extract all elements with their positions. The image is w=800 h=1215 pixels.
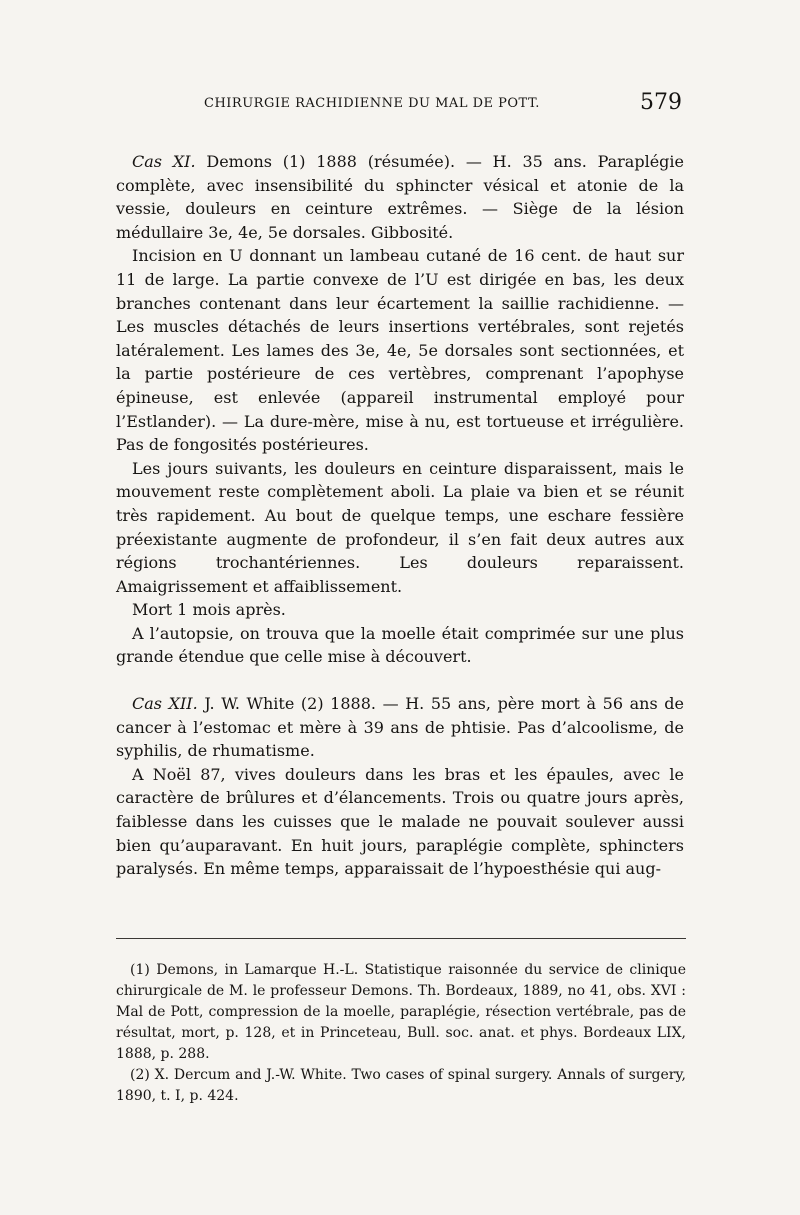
case-xii-label: Cas XII.	[132, 694, 198, 714]
case-xii-history-paragraph: A Noël 87, vives douleurs dans les bras et les épaules, avec le caractère de brûlures et d’élancements. Trois ou quatre jours après, faiblesse dans les cuisses que le malade ne pouvait soulever aussi bien qu’auparavant. En huit jours, paraplégie complète, sphincters paralysés. En même temps, apparaissait de l’hypoesthésie qui aug-	[116, 764, 684, 879]
footnotes	[116, 960, 686, 1107]
case-xi-followup-paragraph: Les jours suivants, les douleurs en ceinture disparaissent, mais le mouvement reste complètement aboli. La plaie va bien et se réunit très rapidement. Au bout de quelque temps, une eschare fessière préexistante augmente de profondeur, il s’en fait deux autres aux régions trochantériennes. Les douleurs reparaissent. Amaigrissement et affaiblissement.	[116, 458, 684, 596]
case-xi-operation-paragraph: Incision en U donnant un lambeau cutané de 16 cent. de haut sur 11 de large. La partie convexe de l’U est dirigée en bas, les deux branches contenant dans leur écartement la saillie rachidienne. — Les muscles détachés de leurs insertions vertébrales, sont rejetés latéralement. Les lames des 3e, 4e, 5e dorsales sont sectionnées, et la partie postérieure de ces vertèbres, comprenant l’apophyse épineuse, est enlevée (appareil instrumental employé pour l’Estlander). — La dure-mère, mise à nu, est tortueuse et irrégulière. Pas de fongosités postérieures.	[116, 246, 684, 455]
page-header	[204, 90, 682, 120]
case-xi-death-paragraph: Mort 1 mois après.	[132, 600, 286, 620]
section-gap	[116, 669, 684, 692]
case-xi-intro-paragraph	[116, 150, 684, 244]
main-text	[116, 150, 684, 881]
case-xii-intro: J. W. White (2) 1888. — H. 55 ans, père mort à 56 ans de cancer à l’estomac et mère à 39 ans de phtisie. Pas d’alcoolisme, de syphilis, de rhumatisme.	[116, 694, 684, 761]
footnote-1: (1) Demons, in Lamarque H.-L. Statistique raisonnée du service de clinique chirurgicale de M. le professeur Demons. Th. Bordeaux, 1889, no 41, obs. XVI : Mal de Pott, compression de la moelle, paraplégie, résection vertébrale, pas de résultat, mort, p. 128, et in Princeteau, Bull. soc. anat. et phys. Bordeaux LIX, 1888, p. 288.	[116, 962, 686, 1062]
page-number: 579	[640, 90, 682, 115]
case-xii-intro-paragraph	[116, 692, 684, 763]
case-xi-autopsy-paragraph: A l’autopsie, on trouva que la moelle était comprimée sur une plus grande étendue que celle mise à découvert.	[116, 623, 684, 667]
running-title: CHIRURGIE RACHIDIENNE DU MAL DE POTT.	[204, 96, 540, 111]
case-xi-label: Cas XI.	[132, 152, 196, 171]
footnote-2: (2) X. Dercum and J.-W. White. Two cases of spinal surgery. Annals of surgery, 1890, t. I, p. 424.	[116, 1067, 686, 1104]
footnote-divider	[116, 938, 686, 939]
case-xi-intro: Demons (1) 1888 (résumée). — H. 35 ans. Paraplégie complète, avec insensibilité du sphincter vésical et atonie de la vessie, douleurs en ceinture extrêmes. — Siège de la lésion médullaire 3e, 4e, 5e dorsales. Gibbosité.	[116, 152, 685, 242]
